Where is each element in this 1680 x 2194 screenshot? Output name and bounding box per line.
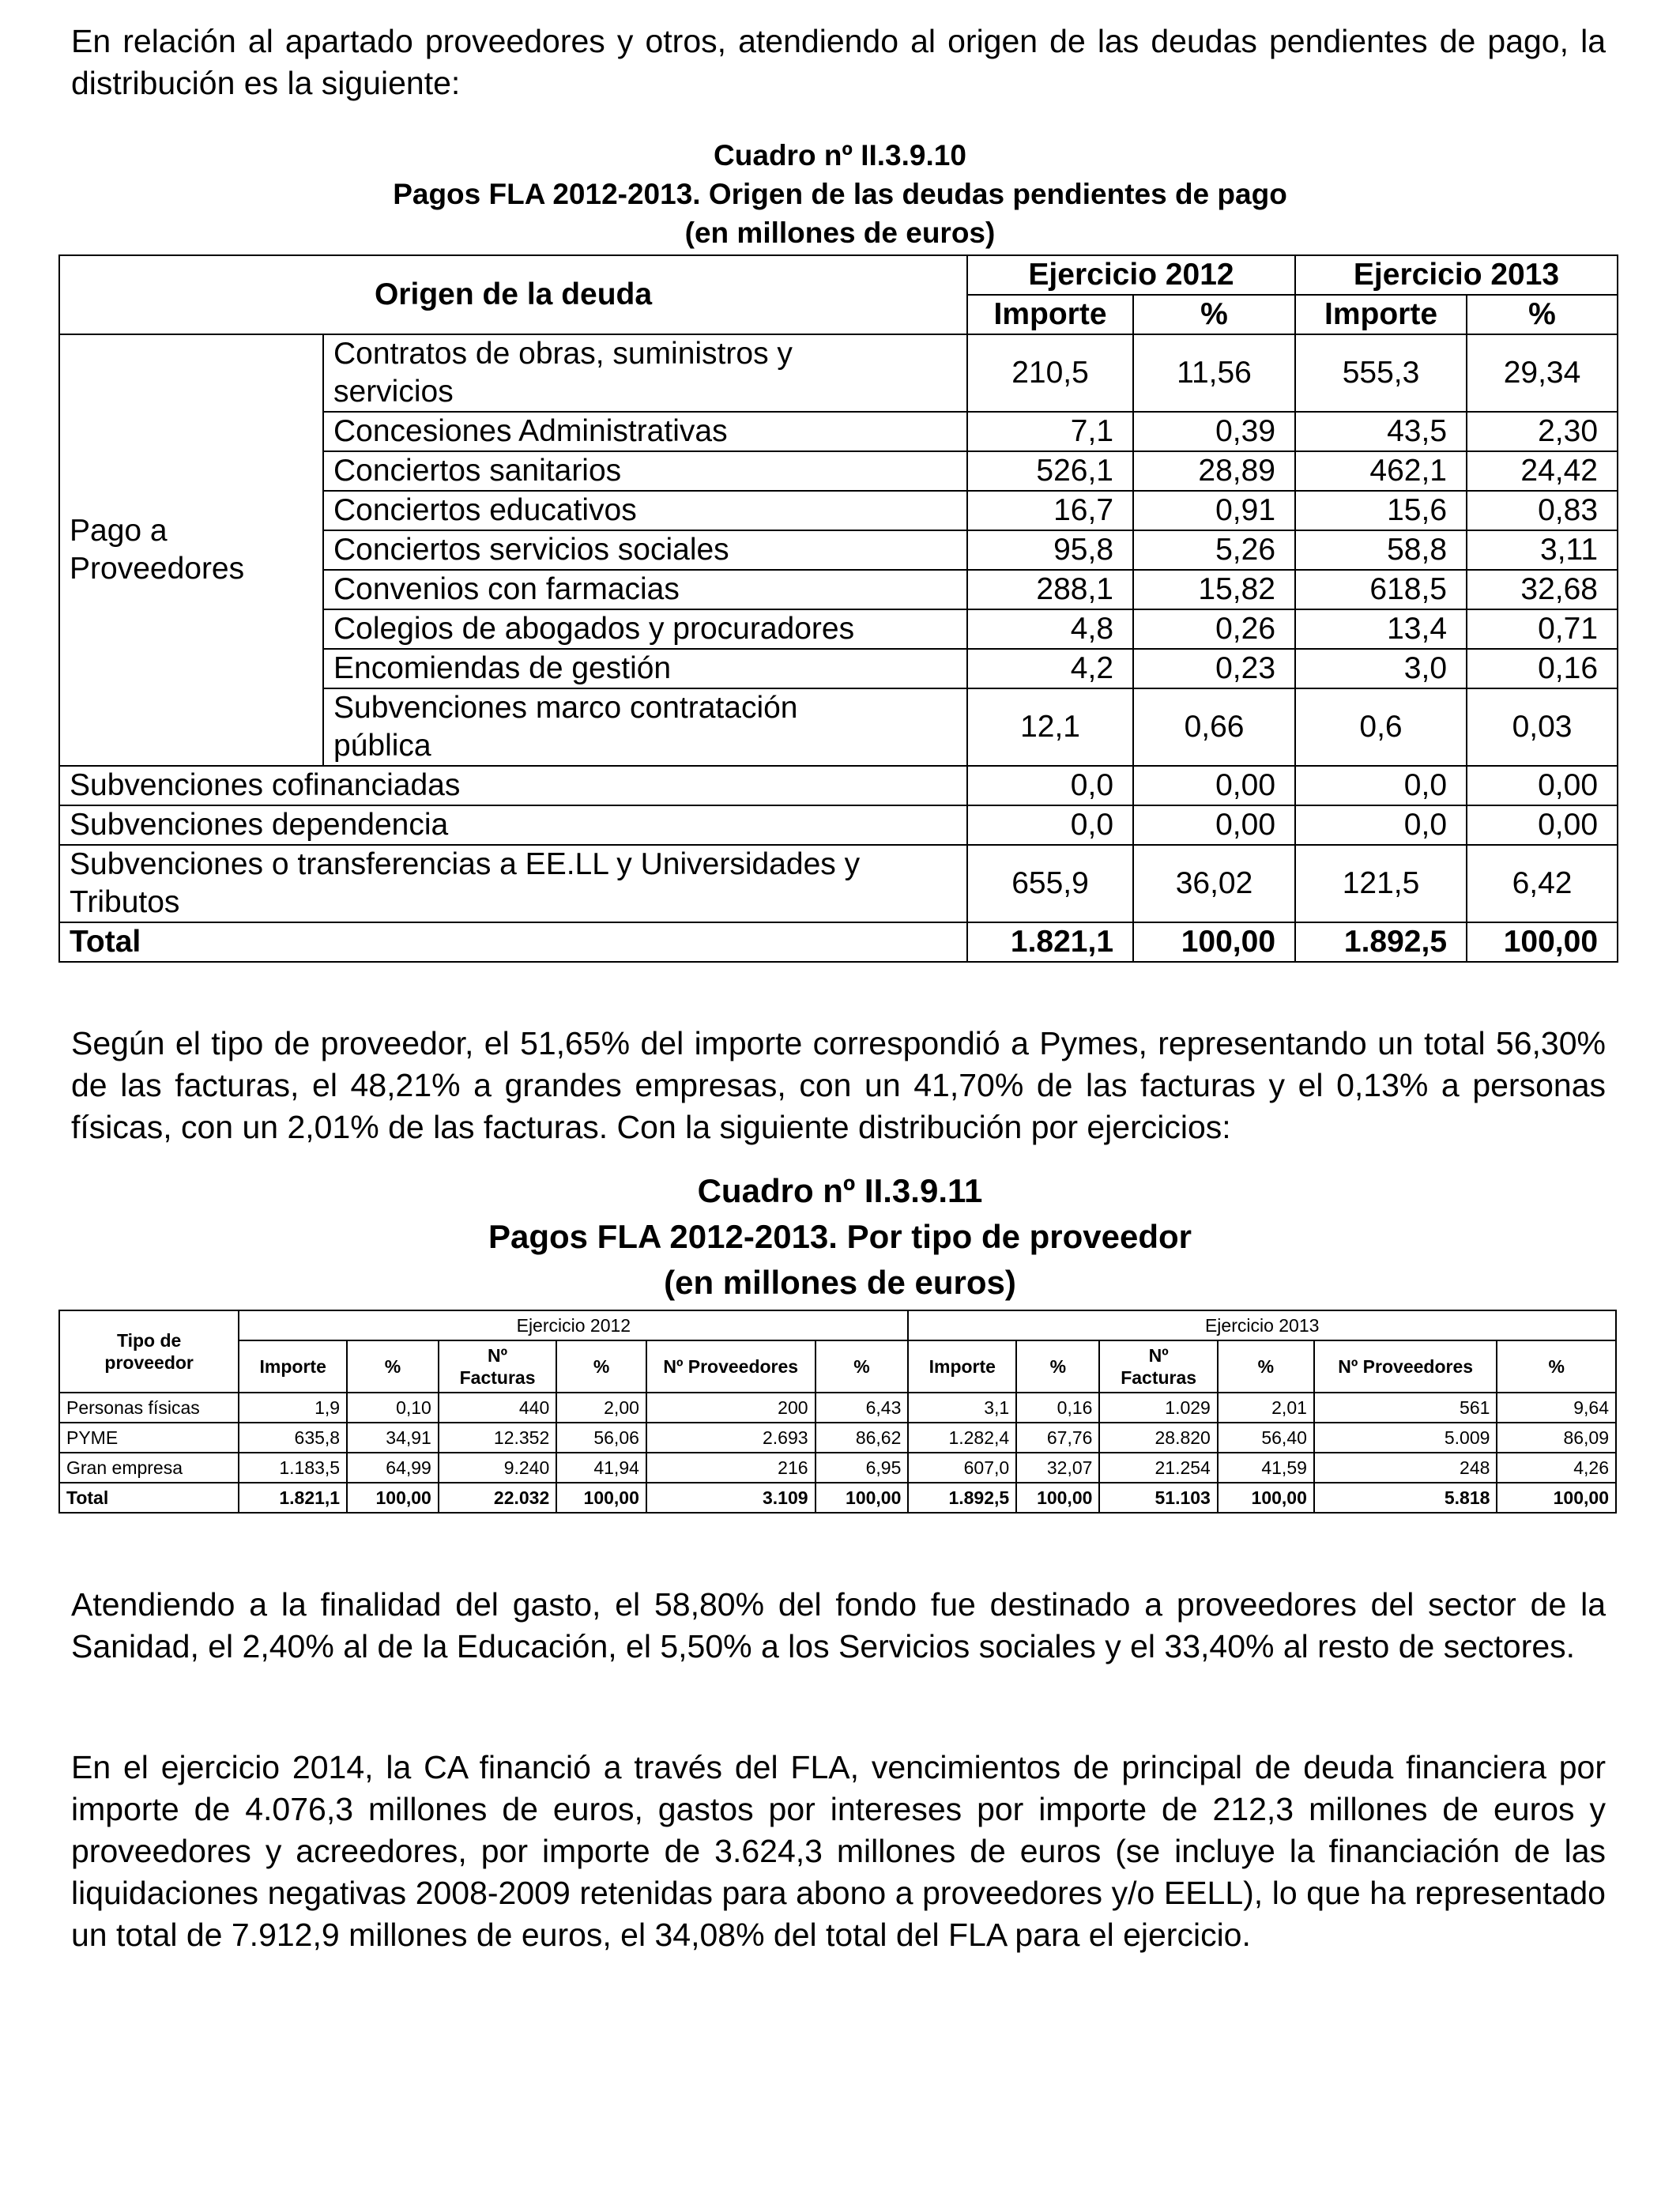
row-label: Concesiones Administrativas <box>323 412 967 451</box>
table-row <box>59 1453 1616 1483</box>
supplier-type-table <box>58 1310 1617 1514</box>
value-cell: 0,26 <box>1133 609 1295 649</box>
value-cell: 1.029 <box>1099 1393 1217 1423</box>
value-cell: 15,6 <box>1295 491 1467 530</box>
total-value-cell: 1.892,5 <box>1295 922 1467 962</box>
total-value-cell: 1.892,5 <box>908 1483 1016 1513</box>
total-value-cell: 100,00 <box>347 1483 439 1513</box>
row-label: Subvenciones dependencia <box>59 805 967 845</box>
value-cell: 200 <box>646 1393 816 1423</box>
value-cell: 2,30 <box>1467 412 1618 451</box>
total-value-cell: 100,00 <box>1467 922 1618 962</box>
value-cell: 5,26 <box>1133 530 1295 570</box>
table1-caption <box>0 136 1680 252</box>
table-row <box>59 805 1618 845</box>
value-cell: 2.693 <box>646 1423 816 1453</box>
value-cell: 6,43 <box>816 1393 909 1423</box>
value-cell: 9,64 <box>1497 1393 1616 1423</box>
value-cell: 0,0 <box>967 805 1133 845</box>
value-cell: 41,59 <box>1218 1453 1314 1483</box>
table-row <box>59 1423 1616 1453</box>
value-cell: 248 <box>1314 1453 1497 1483</box>
total-label: Total <box>59 1483 239 1513</box>
value-cell: 7,1 <box>967 412 1133 451</box>
value-cell: 21.254 <box>1099 1453 1217 1483</box>
pct-2012-header: % <box>1133 295 1295 334</box>
value-cell: 288,1 <box>967 570 1133 609</box>
value-cell: 86,62 <box>816 1423 909 1453</box>
value-cell: 440 <box>439 1393 556 1423</box>
value-cell: 1.183,5 <box>239 1453 347 1483</box>
value-cell: 121,5 <box>1295 845 1467 922</box>
supplier-type-paragraph: Según el tipo de proveedor, el 51,65% del importe correspondió a Pymes, representando un total 56,30% de las facturas, el 48,21% a grandes empresas, con un 41,70% de las facturas y el 0,13% a personas físicas, con un 2,01% de las facturas. Con la siguiente distribución por ejercicios: <box>71 1025 1606 1145</box>
value-cell: 3,11 <box>1467 530 1618 570</box>
value-cell: 0,0 <box>1295 766 1467 805</box>
row-label: PYME <box>59 1423 239 1453</box>
value-cell: 36,02 <box>1133 845 1295 922</box>
value-cell: 34,91 <box>347 1423 439 1453</box>
total-value-cell: 3.109 <box>646 1483 816 1513</box>
value-cell: 3,0 <box>1295 649 1467 688</box>
value-cell: 0,23 <box>1133 649 1295 688</box>
row-label: Gran empresa <box>59 1453 239 1483</box>
value-cell: 67,76 <box>1016 1423 1099 1453</box>
value-cell: 526,1 <box>967 451 1133 491</box>
total-value-cell: 100,00 <box>1016 1483 1099 1513</box>
value-cell: 16,7 <box>967 491 1133 530</box>
value-cell: 607,0 <box>908 1453 1016 1483</box>
value-cell: 0,91 <box>1133 491 1295 530</box>
table2-caption <box>0 1168 1680 1306</box>
value-cell: 1,9 <box>239 1393 347 1423</box>
value-cell: 0,03 <box>1467 688 1618 766</box>
column-header: Nº Proveedores <box>646 1340 816 1393</box>
row-label: Encomiendas de gestión <box>323 649 967 688</box>
total-value-cell: 1.821,1 <box>967 922 1133 962</box>
column-header: % <box>1497 1340 1616 1393</box>
row-label: Subvenciones o transferencias a EE.LL y Universidades y Tributos <box>59 845 967 922</box>
row-label: Colegios de abogados y procuradores <box>323 609 967 649</box>
value-cell: 0,71 <box>1467 609 1618 649</box>
value-cell: 28.820 <box>1099 1423 1217 1453</box>
intro-paragraph: En relación al apartado proveedores y otros, atendiendo al origen de las deudas pendientes de pago, la distribución es la siguiente: <box>71 23 1606 101</box>
total-value-cell: 1.821,1 <box>239 1483 347 1513</box>
value-cell: 13,4 <box>1295 609 1467 649</box>
table-row <box>59 1393 1616 1423</box>
total-label: Total <box>59 922 967 962</box>
value-cell: 0,00 <box>1467 805 1618 845</box>
value-cell: 86,09 <box>1497 1423 1616 1453</box>
column-header: % <box>1016 1340 1099 1393</box>
value-cell: 58,8 <box>1295 530 1467 570</box>
table1-caption-units: (en millones de euros) <box>684 217 996 249</box>
value-cell: 41,94 <box>556 1453 646 1483</box>
value-cell: 0,39 <box>1133 412 1295 451</box>
value-cell: 4,8 <box>967 609 1133 649</box>
value-cell: 95,8 <box>967 530 1133 570</box>
value-cell: 462,1 <box>1295 451 1467 491</box>
year-2013-header: Ejercicio 2013 <box>1295 255 1618 295</box>
value-cell: 3,1 <box>908 1393 1016 1423</box>
value-cell: 29,34 <box>1467 334 1618 412</box>
row-label: Convenios con farmacias <box>323 570 967 609</box>
year-2012-header: Ejercicio 2012 <box>967 255 1295 295</box>
expense-purpose-paragraph: Atendiendo a la finalidad del gasto, el 58,80% del fondo fue destinado a proveedores del sector de la Sanidad, el 2,40% al de la Educación, el 5,50% a los Servicios sociales y el 33,40% al resto de sectores. <box>71 1586 1606 1664</box>
value-cell: 0,16 <box>1467 649 1618 688</box>
row-label: Subvenciones cofinanciadas <box>59 766 967 805</box>
tipo-proveedor-header: Tipo de proveedor <box>59 1310 239 1393</box>
value-cell: 210,5 <box>967 334 1133 412</box>
total-value-cell: 100,00 <box>556 1483 646 1513</box>
t2-year-2013-header: Ejercicio 2013 <box>908 1310 1616 1340</box>
row-label: Contratos de obras, suministros y servicios <box>323 334 967 412</box>
column-header: % <box>556 1340 646 1393</box>
table1-caption-number: Cuadro nº II.3.9.10 <box>714 139 966 172</box>
total-value-cell: 100,00 <box>1133 922 1295 962</box>
fla-2014-paragraph: En el ejercicio 2014, la CA financió a través del FLA, vencimientos de principal de deuda financiera por importe de 4.076,3 millones de euros, gastos por intereses por importe de 212,3 millones de euros y proveedores y acreedores, por importe de 3.624,3 millones de euros (se incluye la financiación de las liquidaciones negativas 2008-2009 retenidas para abono a proveedores y/o EELL), lo que ha representado un total de 7.912,9 millones de euros, el 34,08% del total del FLA para el ejercicio. <box>71 1749 1606 1953</box>
total-row <box>59 922 1618 962</box>
row-label: Subvenciones marco contratación pública <box>323 688 967 766</box>
value-cell: 0,6 <box>1295 688 1467 766</box>
row-label: Conciertos sanitarios <box>323 451 967 491</box>
t2-year-2012-header: Ejercicio 2012 <box>239 1310 908 1340</box>
table1-caption-title: Pagos FLA 2012-2013. Origen de las deudas pendientes de pago <box>393 178 1287 210</box>
value-cell: 561 <box>1314 1393 1497 1423</box>
value-cell: 56,06 <box>556 1423 646 1453</box>
total-value-cell: 100,00 <box>816 1483 909 1513</box>
value-cell: 4,2 <box>967 649 1133 688</box>
total-value-cell: 22.032 <box>439 1483 556 1513</box>
value-cell: 56,40 <box>1218 1423 1314 1453</box>
value-cell: 2,01 <box>1218 1393 1314 1423</box>
value-cell: 6,95 <box>816 1453 909 1483</box>
value-cell: 555,3 <box>1295 334 1467 412</box>
value-cell: 2,00 <box>556 1393 646 1423</box>
importe-2012-header: Importe <box>967 295 1133 334</box>
debt-origin-table <box>58 254 1618 963</box>
value-cell: 32,07 <box>1016 1453 1099 1483</box>
column-header: Nº Proveedores <box>1314 1340 1497 1393</box>
value-cell: 0,66 <box>1133 688 1295 766</box>
value-cell: 4,26 <box>1497 1453 1616 1483</box>
value-cell: 0,0 <box>1295 805 1467 845</box>
value-cell: 43,5 <box>1295 412 1467 451</box>
value-cell: 0,00 <box>1133 766 1295 805</box>
value-cell: 64,99 <box>347 1453 439 1483</box>
column-header: Importe <box>908 1340 1016 1393</box>
value-cell: 0,00 <box>1133 805 1295 845</box>
column-header: Nº Facturas <box>439 1340 556 1393</box>
table2-caption-number: Cuadro nº II.3.9.11 <box>697 1172 983 1209</box>
value-cell: 635,8 <box>239 1423 347 1453</box>
column-header: Importe <box>239 1340 347 1393</box>
value-cell: 28,89 <box>1133 451 1295 491</box>
value-cell: 32,68 <box>1467 570 1618 609</box>
total-value-cell: 100,00 <box>1497 1483 1616 1513</box>
group-label-pago-proveedores: Pago a Proveedores <box>59 334 323 766</box>
value-cell: 15,82 <box>1133 570 1295 609</box>
value-cell: 11,56 <box>1133 334 1295 412</box>
column-header: % <box>1218 1340 1314 1393</box>
row-label: Conciertos servicios sociales <box>323 530 967 570</box>
total-row <box>59 1483 1616 1513</box>
total-value-cell: 100,00 <box>1218 1483 1314 1513</box>
column-header: Nº Facturas <box>1099 1340 1217 1393</box>
table-row <box>59 334 1618 412</box>
value-cell: 618,5 <box>1295 570 1467 609</box>
table-row <box>59 845 1618 922</box>
table2-caption-title: Pagos FLA 2012-2013. Por tipo de proveedor <box>488 1218 1192 1255</box>
value-cell: 5.009 <box>1314 1423 1497 1453</box>
origin-header: Origen de la deuda <box>59 255 967 334</box>
value-cell: 24,42 <box>1467 451 1618 491</box>
value-cell: 12.352 <box>439 1423 556 1453</box>
value-cell: 0,16 <box>1016 1393 1099 1423</box>
row-label: Conciertos educativos <box>323 491 967 530</box>
pct-2013-header: % <box>1467 295 1618 334</box>
value-cell: 1.282,4 <box>908 1423 1016 1453</box>
table-row <box>59 766 1618 805</box>
value-cell: 0,00 <box>1467 766 1618 805</box>
value-cell: 6,42 <box>1467 845 1618 922</box>
value-cell: 12,1 <box>967 688 1133 766</box>
value-cell: 0,0 <box>967 766 1133 805</box>
value-cell: 655,9 <box>967 845 1133 922</box>
value-cell: 216 <box>646 1453 816 1483</box>
value-cell: 0,83 <box>1467 491 1618 530</box>
total-value-cell: 51.103 <box>1099 1483 1217 1513</box>
column-header: % <box>816 1340 909 1393</box>
importe-2013-header: Importe <box>1295 295 1467 334</box>
column-header: % <box>347 1340 439 1393</box>
value-cell: 0,10 <box>347 1393 439 1423</box>
row-label: Personas físicas <box>59 1393 239 1423</box>
value-cell: 9.240 <box>439 1453 556 1483</box>
table2-caption-units: (en millones de euros) <box>664 1264 1016 1301</box>
total-value-cell: 5.818 <box>1314 1483 1497 1513</box>
